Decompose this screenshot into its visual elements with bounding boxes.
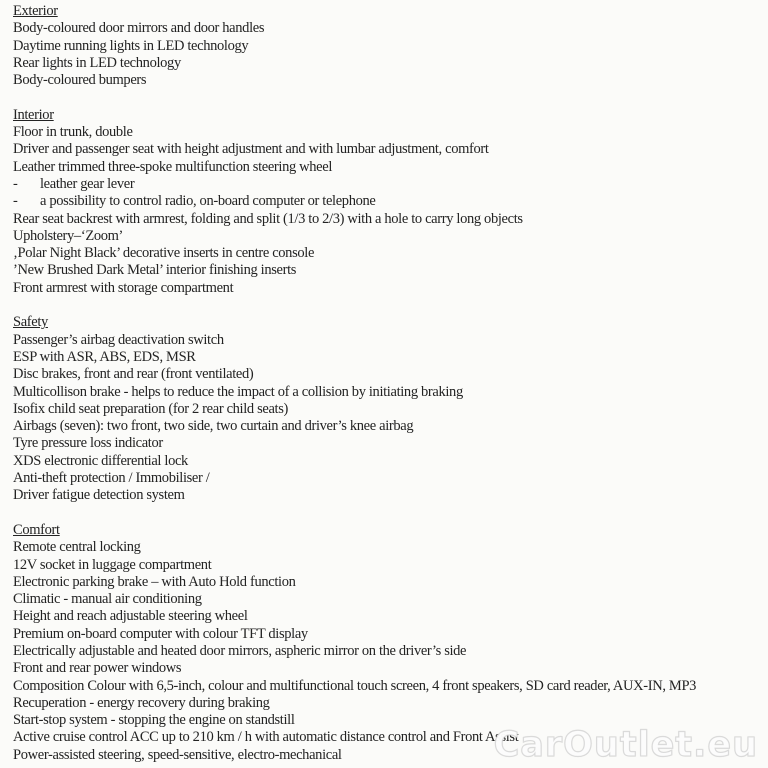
spec-item: Disc brakes, front and rear (front ventilated) — [13, 366, 254, 383]
spec-item: Body-coloured bumpers — [13, 72, 147, 89]
spec-item: Height and reach adjustable steering wheel — [13, 608, 248, 625]
caroutlet-watermark-logo: CarOutlet.eu — [493, 725, 758, 765]
section-safety — [13, 314, 768, 504]
spec-item: Front and rear power windows — [13, 660, 182, 677]
spec-item: Leather trimmed three-spoke multifunction steering wheel — [13, 158, 333, 175]
spec-item: Isofix child seat preparation (for 2 rear child seats) — [13, 400, 289, 417]
spec-item: Premium on-board computer with colour TFT display — [13, 625, 308, 642]
spec-item: Passenger’s airbag deactivation switch — [13, 331, 224, 348]
section-heading: Exterior — [13, 3, 58, 19]
spec-item: Driver fatigue detection system — [13, 487, 185, 504]
spec-item: Power-assisted steering, speed-sensitive, electro-mechanical — [13, 746, 342, 763]
spec-item: Rear seat backrest with armrest, folding and split (1/3 to 2/3) with a hole to carry long objects — [13, 210, 523, 227]
spec-item: Body-coloured door mirrors and door handles — [13, 20, 265, 37]
spec-item: Rear lights in LED technology — [13, 54, 181, 71]
dash-bullet: - — [13, 193, 18, 210]
spec-item: Composition Colour with 6,5-inch, colour and multifunctional touch screen, 4 front speakers, SD card reader, AUX-IN, MP3 — [13, 677, 697, 694]
section-heading: Interior — [13, 106, 54, 123]
spec-item: ESP with ASR, ABS, EDS, MSR — [13, 348, 196, 365]
spec-item: Climatic - manual air conditioning — [13, 591, 202, 608]
spec-item: 12V socket in luggage compartment — [13, 556, 212, 573]
spec-item-dashed — [13, 193, 768, 210]
spec-item: Upholstery–‘Zoom’ — [13, 227, 124, 244]
spec-item: Driver and passenger seat with height adjustment and with lumbar adjustment, comfort — [13, 141, 489, 158]
sections-root — [13, 3, 768, 764]
spec-item: ’New Brushed Dark Metal’ interior finishing inserts — [13, 262, 297, 279]
spec-item-text: leather gear lever — [40, 175, 135, 192]
spec-item: Daytime running lights in LED technology — [13, 37, 249, 54]
spec-item: Start-stop system - stopping the engine on standstill — [13, 712, 295, 729]
spec-item: Floor in trunk, double — [13, 124, 133, 141]
spec-item: Electronic parking brake – with Auto Hold function — [13, 573, 296, 590]
spec-item: Electrically adjustable and heated door mirrors, aspheric mirror on the driver’s side — [13, 642, 467, 659]
spec-item: ‚Polar Night Black’ decorative inserts in centre console — [13, 245, 315, 262]
section-exterior — [13, 3, 768, 89]
spec-item: Multicollison brake - helps to reduce the impact of a collision by initiating braking — [13, 383, 463, 400]
spec-item: Airbags (seven): two front, two side, two curtain and driver’s knee airbag — [13, 418, 414, 435]
section-heading: Comfort — [13, 521, 60, 538]
spec-item-text: a possibility to control radio, on-board computer or telephone — [40, 193, 376, 210]
spec-item: Recuperation - energy recovery during braking — [13, 694, 270, 711]
spec-item-dashed — [13, 176, 768, 193]
spec-item: Remote central locking — [13, 539, 141, 556]
spec-item: XDS electronic differential lock — [13, 452, 188, 469]
spec-item: Tyre pressure loss indicator — [13, 435, 163, 452]
spec-item: Anti-theft protection / Immobiliser / — [13, 470, 210, 487]
spec-item: Active cruise control ACC up to 210 km / h with automatic distance control and Front Assist — [13, 729, 519, 746]
dash-bullet: - — [13, 175, 18, 192]
section-heading: Safety — [13, 314, 48, 331]
section-interior — [13, 107, 768, 297]
spec-item: Front armrest with storage compartment — [13, 279, 234, 296]
